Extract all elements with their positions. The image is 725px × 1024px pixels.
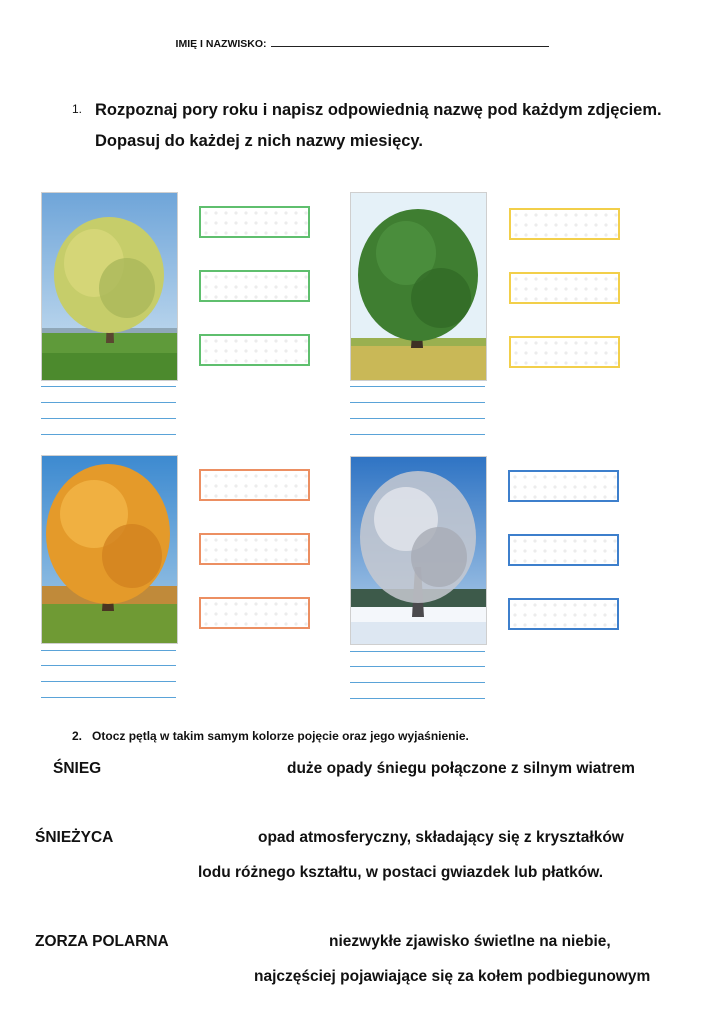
- task2-number: 2.: [72, 729, 83, 743]
- month-box[interactable]: [509, 208, 620, 240]
- write-line[interactable]: [350, 666, 485, 667]
- write-line[interactable]: [41, 697, 176, 698]
- write-line[interactable]: [350, 418, 485, 419]
- month-box[interactable]: [199, 270, 310, 302]
- task1-line2: Dopasuj do każdej z nich nazwy miesięcy.: [95, 132, 423, 150]
- month-box[interactable]: [509, 272, 620, 304]
- month-box[interactable]: [508, 534, 619, 566]
- definition[interactable]: niezwykłe zjawisko świetlne na niebie,: [329, 933, 611, 950]
- month-box[interactable]: [199, 469, 310, 501]
- write-line[interactable]: [350, 434, 485, 435]
- name-label: IMIĘ I NAZWISKO:: [175, 38, 267, 50]
- task1-instruction: [95, 95, 662, 157]
- summer-tree-photo: [350, 192, 487, 381]
- autumn-tree-photo: [41, 455, 178, 644]
- task2-instruction: [72, 729, 469, 743]
- write-line[interactable]: [350, 698, 485, 699]
- month-box[interactable]: [199, 334, 310, 366]
- definition[interactable]: opad atmosferyczny, składający się z kryształków: [258, 829, 624, 846]
- write-line[interactable]: [41, 386, 176, 387]
- winter-tree-photo: [350, 456, 487, 645]
- month-box[interactable]: [199, 597, 310, 629]
- task1-number: 1.: [72, 102, 83, 116]
- month-box[interactable]: [509, 336, 620, 368]
- task2-text: Otocz pętlą w takim samym kolorze pojęcie oraz jego wyjaśnienie.: [92, 729, 469, 743]
- write-line[interactable]: [41, 402, 176, 403]
- write-line[interactable]: [41, 434, 176, 435]
- name-write-line[interactable]: [271, 37, 549, 47]
- month-box[interactable]: [199, 206, 310, 238]
- write-line[interactable]: [41, 665, 176, 666]
- month-box[interactable]: [508, 598, 619, 630]
- definition[interactable]: duże opady śniegu połączone z silnym wiatrem: [287, 760, 635, 777]
- write-line[interactable]: [350, 651, 485, 652]
- spring-tree-photo: [41, 192, 178, 381]
- term-zorza-polarna[interactable]: ZORZA POLARNA: [35, 933, 169, 950]
- term-sniezyca[interactable]: ŚNIEŻYCA: [35, 829, 114, 846]
- write-line[interactable]: [350, 386, 485, 387]
- name-field: [0, 37, 725, 50]
- write-line[interactable]: [41, 418, 176, 419]
- write-line[interactable]: [350, 402, 485, 403]
- month-box[interactable]: [199, 533, 310, 565]
- write-line[interactable]: [41, 650, 176, 651]
- definition[interactable]: najczęściej pojawiające się za kołem podbiegunowym: [254, 968, 651, 985]
- write-line[interactable]: [41, 681, 176, 682]
- task1-line1: Rozpoznaj pory roku i napisz odpowiednią nazwę pod każdym zdjęciem.: [95, 101, 662, 119]
- write-line[interactable]: [350, 682, 485, 683]
- month-box[interactable]: [508, 470, 619, 502]
- definition[interactable]: lodu różnego kształtu, w postaci gwiazdek lub płatków.: [198, 864, 604, 881]
- term-snieg[interactable]: ŚNIEG: [53, 760, 102, 777]
